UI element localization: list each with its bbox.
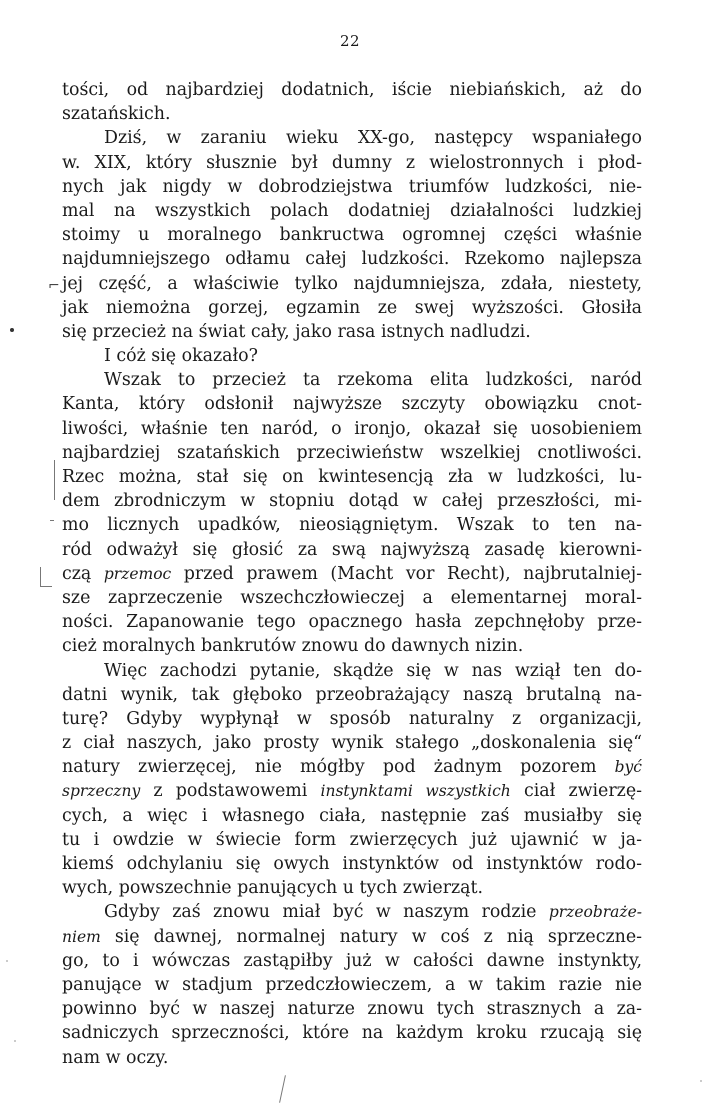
text-run: ności. Zapanowanie tego opacznego hasła zepchnęłoby prze- <box>62 612 642 633</box>
text-line <box>62 949 642 973</box>
text-run: liwości, właśnie ten naród, o ironjo, okazał się uosobieniem <box>62 418 642 439</box>
text-line <box>62 707 642 731</box>
text-run: szatańskich. <box>62 104 171 125</box>
text-run: sadniczych sprzeczności, które na każdym kroku rzucają się <box>62 1023 642 1044</box>
page-number: 22 <box>339 32 361 50</box>
text-run: go, to i wówczas zastąpiłby już w całości dawne instynkty, <box>62 950 642 971</box>
margin-bracket-horizontal <box>40 586 52 587</box>
scan-speckle <box>14 1040 16 1042</box>
text-line <box>62 102 642 126</box>
text-run: mal na wszystkich polach dodatniej działalności ludzkiej <box>62 200 642 221</box>
italic-text: instynktami wszystkich <box>320 782 511 801</box>
italic-text: niem <box>62 927 101 946</box>
text-run: z ciał naszych, jako prosty wynik stałego „doskonalenia się“ <box>62 733 642 754</box>
text-run: Dziś, w zaraniu wieku XX-go, następcy wspaniałego <box>104 128 642 149</box>
text-run: Gdyby zaś znowu miał być w naszym rodzie <box>104 902 549 923</box>
text-line <box>62 513 642 537</box>
text-line <box>62 659 642 683</box>
text-run: nam w oczy. <box>62 1047 169 1068</box>
body-text <box>62 78 642 1070</box>
text-line <box>62 489 642 513</box>
scan-speckle <box>700 1080 702 1082</box>
text-run: jej część, a właściwie tylko najdumniejsza, zdała, niestety, <box>62 273 642 294</box>
text-line <box>62 755 642 779</box>
italic-text: sprzeczny <box>62 782 141 801</box>
text-line <box>62 441 642 465</box>
text-run: Więc zachodzi pytanie, skądże się w nas wziął ten do- <box>104 660 642 681</box>
text-line <box>62 223 642 247</box>
text-line <box>62 368 642 392</box>
text-run: natury zwierzęcej, nie mógłby pod żadnym pozorem <box>62 757 615 778</box>
text-line <box>62 417 642 441</box>
text-line <box>62 828 642 852</box>
text-line <box>62 1021 642 1045</box>
text-run: się dawnej, normalnej natury w coś z nią sprzeczne- <box>100 926 642 947</box>
text-run: się przecież na świat cały, jako rasa istnych nadludzi. <box>62 321 531 342</box>
text-run: z podstawowemi <box>140 781 321 802</box>
scan-speckle <box>6 960 8 962</box>
text-run: tu i owdzie w świecie form zwierzęcych już ujawnić w ja- <box>62 829 642 850</box>
text-line <box>62 320 642 344</box>
text-run: cych, a więc i własnego ciała, następnie zaś musiałby się <box>62 805 642 826</box>
text-line <box>62 610 642 634</box>
text-line <box>62 997 642 1021</box>
text-line <box>62 634 642 658</box>
text-run: kiemś odchylaniu się owych instynktów od instynktów rodo- <box>62 854 642 874</box>
margin-pencil-tick <box>50 520 54 521</box>
text-line <box>62 925 642 949</box>
text-run: powinno być w naszej naturze znowu tych strasznych a za- <box>62 999 642 1020</box>
margin-dot <box>10 328 14 332</box>
text-run: czą <box>62 563 104 584</box>
text-line <box>62 683 642 707</box>
text-line <box>62 126 642 150</box>
text-line <box>62 779 642 803</box>
margin-pencil-mark: ⌐ <box>48 278 60 294</box>
text-run: wych, powszechnie panujących u tych zwierząt. <box>62 878 484 899</box>
margin-pencil-stroke <box>54 460 55 500</box>
text-run: najdumniejszego odłamu całej ludzkości. Rzekomo najlepsza <box>62 249 642 270</box>
text-run: nych jak nigdy w dobrodziejstwa triumfów ludzkości, nie- <box>62 176 642 197</box>
margin-bracket-vertical <box>40 567 41 587</box>
text-line <box>62 199 642 223</box>
text-line <box>62 852 642 876</box>
text-line <box>62 78 642 102</box>
text-line <box>62 876 642 900</box>
text-run: panujące w stadjum przedczłowieczem, a w takim razie nie <box>62 974 642 995</box>
italic-text: przeobraże- <box>548 903 642 922</box>
text-run: stoimy u moralnego bankructwa ogromnej części właśnie <box>62 225 642 246</box>
text-line <box>62 973 642 997</box>
text-run: ród odważył się głosić za swą najwyższą zasadę kierowni- <box>62 539 642 560</box>
text-run: przed prawem (Macht vor Recht), najbrutalniej- <box>171 563 642 584</box>
italic-text: być <box>614 758 642 777</box>
text-line <box>62 562 642 586</box>
text-run: Wszak to przecież ta rzekoma elita ludzkości, naród <box>104 370 642 391</box>
text-run: tości, od najbardziej dodatnich, iście niebiańskich, aż do <box>62 80 642 100</box>
text-line <box>62 272 642 296</box>
text-line <box>62 900 642 924</box>
text-line <box>62 296 642 320</box>
text-line <box>62 465 642 489</box>
text-run: dem zbrodniczym w stopniu dotąd w całej przeszłości, mi- <box>62 491 642 512</box>
text-run: mo licznych upadków, nieosiągniętym. Wszak to ten na- <box>62 515 642 536</box>
text-line <box>62 247 642 271</box>
text-run: datni wynik, tak głęboko przeobrażający naszą brutalną na- <box>62 684 642 705</box>
italic-text: przemoc <box>103 564 172 583</box>
text-line <box>62 804 642 828</box>
text-run: w. XIX, który słusznie był dumny z wielostronnych i płod- <box>62 152 642 173</box>
text-run: turę? Gdyby wypłynął w sposób naturalny z organizacji, <box>62 708 642 729</box>
text-run: cież moralnych bankrutów znowu do dawnych nizin. <box>62 636 524 657</box>
text-line <box>62 392 642 416</box>
text-line <box>62 586 642 610</box>
text-line <box>62 1046 642 1070</box>
text-run: ciał zwierzę- <box>510 781 642 802</box>
text-line <box>62 344 642 368</box>
text-run: Kanta, który odsłonił najwyższe szczyty obowiązku cnot- <box>62 394 642 415</box>
text-line <box>62 175 642 199</box>
text-run: Rzec można, stał się on kwintesencją zła w ludzkości, lu- <box>62 467 642 487</box>
text-run: sze zaprzeczenie wszechczłowieczej a elementarnej moral- <box>62 587 642 608</box>
bottom-pencil-stroke <box>279 1075 286 1103</box>
text-line <box>62 731 642 755</box>
text-run: I cóż się okazało? <box>104 346 258 367</box>
text-line <box>62 538 642 562</box>
text-line <box>62 151 642 175</box>
text-run: najbardziej szatańskich przeciwieństw wszelkiej cnotliwości. <box>62 442 642 463</box>
text-run: jak niemożna gorzej, egzamin ze swej wyższości. Głosiła <box>62 297 642 318</box>
